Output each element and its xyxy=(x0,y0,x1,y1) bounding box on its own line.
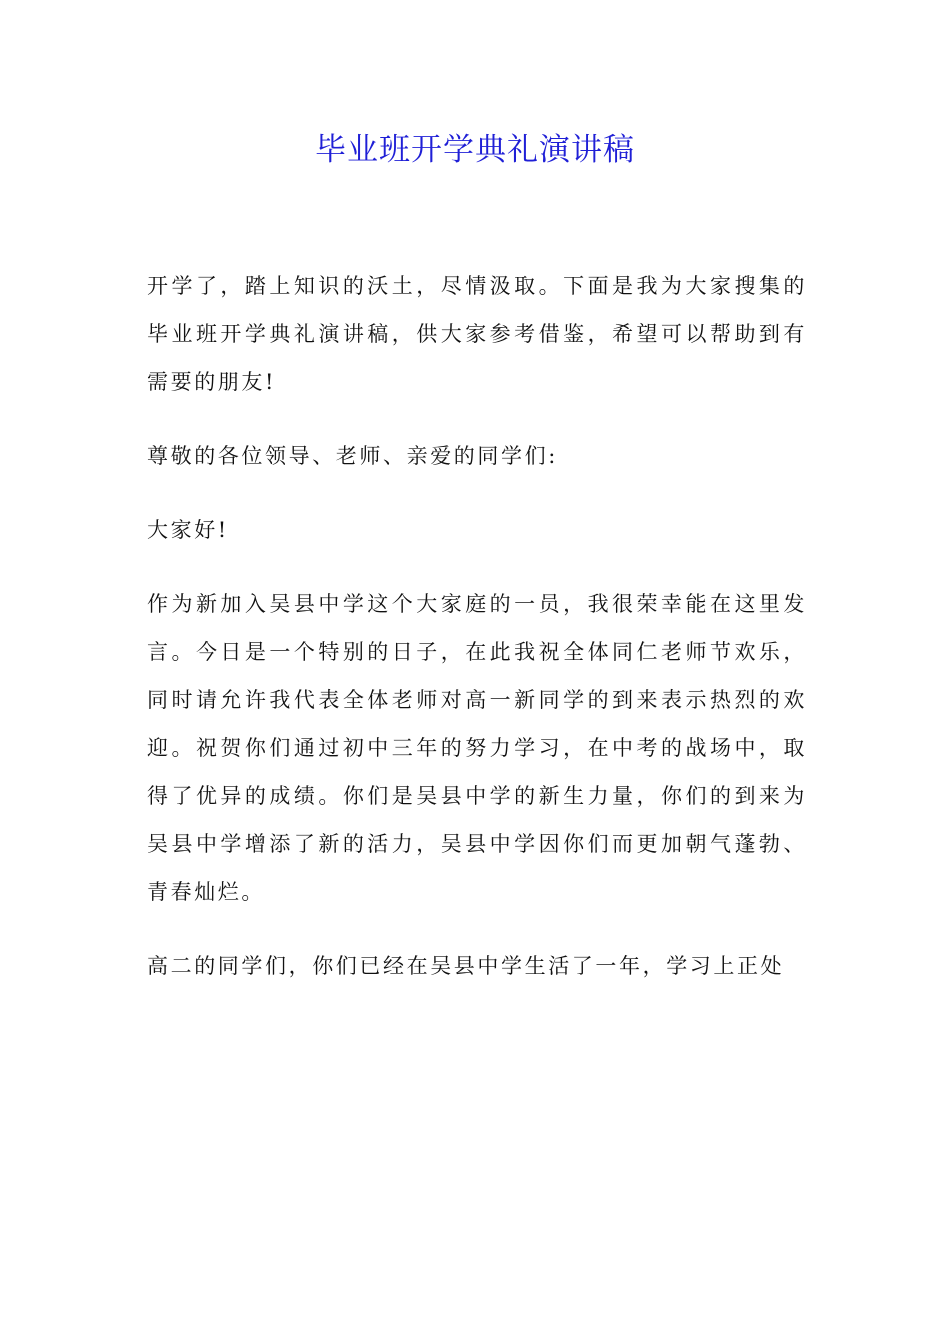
paragraph-greeting: 大家好! xyxy=(147,518,229,542)
paragraph-sophomores: 高二的同学们，你们已经在吴县中学生活了一年，学习上正处 xyxy=(147,954,785,978)
document-body xyxy=(147,262,807,1016)
paragraph-intro: 开学了，踏上知识的沃土，尽情汲取。下面是我为大家搜集的毕业班开学典礼演讲稿，供大家参考借鉴，希望可以帮助到有需要的朋友! xyxy=(147,274,807,394)
paragraph-welcome: 作为新加入吴县中学这个大家庭的一员，我很荣幸能在这里发言。今日是一个特别的日子，在此我祝全体同仁老师节欢乐，同时请允许我代表全体老师对高一新同学的到来表示热烈的欢迎。祝贺你们通过初中三年的努力学习，在中考的战场中，取得了优异的成绩。你们是吴县中学的新生力量，你们的到来为吴县中学增添了新的活力，吴县中学因你们而更加朝气蓬勃、青春灿烂。 xyxy=(147,592,807,904)
document-title: 毕业班开学典礼演讲稿 xyxy=(315,132,635,168)
paragraph-salutation: 尊敬的各位领导、老师、亲爱的同学们: xyxy=(147,444,558,468)
